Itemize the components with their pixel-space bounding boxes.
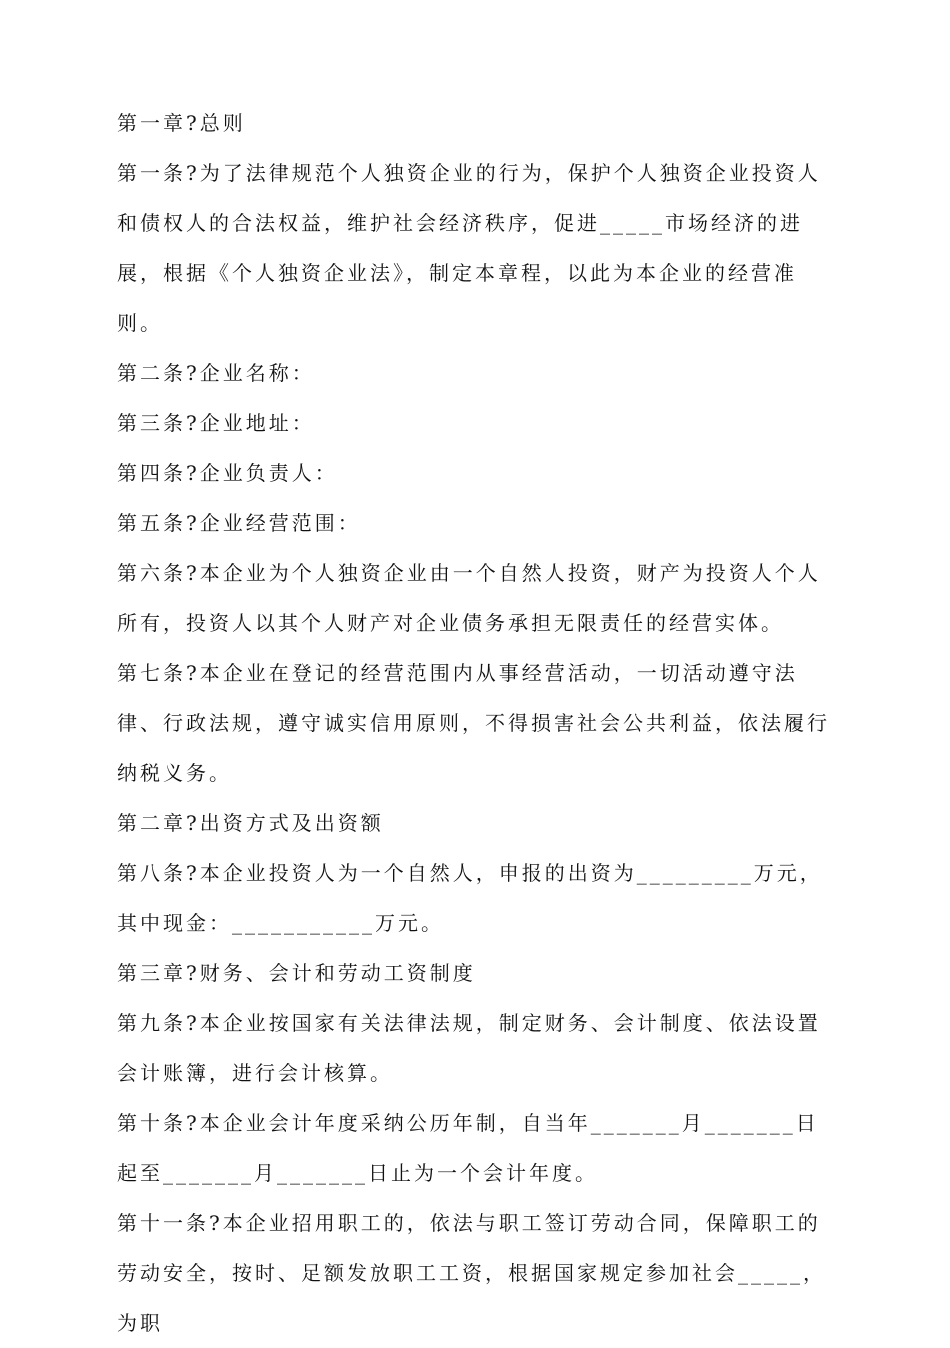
chapter-1-heading: 第一章?总则 <box>117 111 246 135</box>
article-10: 第十条?本企业会计年度采纳公历年制，自当年_______月_______日起至_______月_______日止为一个会计年度。 <box>117 1111 819 1185</box>
article-4: 第四条?企业负责人： <box>117 461 338 485</box>
article-11: 第十一条?本企业招用职工的，依法与职工签订劳动合同，保障职工的劳动安全，按时、足额发放职工工资，根据国家规定参加社会_____，为职 <box>117 1211 826 1335</box>
article-6: 第六条?本企业为个人独资企业由一个自然人投资，财产为投资人个人所有，投资人以其个人财产对企业债务承担无限责任的经营实体。 <box>117 561 821 635</box>
chapter-2-heading: 第二章?出资方式及出资额 <box>117 811 384 835</box>
document-body <box>117 98 841 1348</box>
article-9: 第九条?本企业按国家有关法律法规，制定财务、会计制度、依法设置会计账簿，进行会计核算。 <box>117 1011 821 1085</box>
article-1: 第一条?为了法律规范个人独资企业的行为，保护个人独资企业投资人和债权人的合法权益，维护社会经济秩序，促进_____市场经济的进展，根据《个人独资企业法》，制定本章程，以此为本企业的经营准则。 <box>117 161 821 335</box>
article-8: 第八条?本企业投资人为一个自然人，申报的出资为_________万元，其中现金：___________万元。 <box>117 861 823 935</box>
article-2: 第二条?企业名称： <box>117 361 315 385</box>
article-3: 第三条?企业地址： <box>117 411 315 435</box>
article-5: 第五条?企业经营范围： <box>117 511 361 535</box>
chapter-3-heading: 第三章?财务、会计和劳动工资制度 <box>117 961 476 985</box>
article-7: 第七条?本企业在登记的经营范围内从事经营活动，一切活动遵守法律、行政法规，遵守诚实信用原则，不得损害社会公共利益，依法履行纳税义务。 <box>117 661 830 785</box>
